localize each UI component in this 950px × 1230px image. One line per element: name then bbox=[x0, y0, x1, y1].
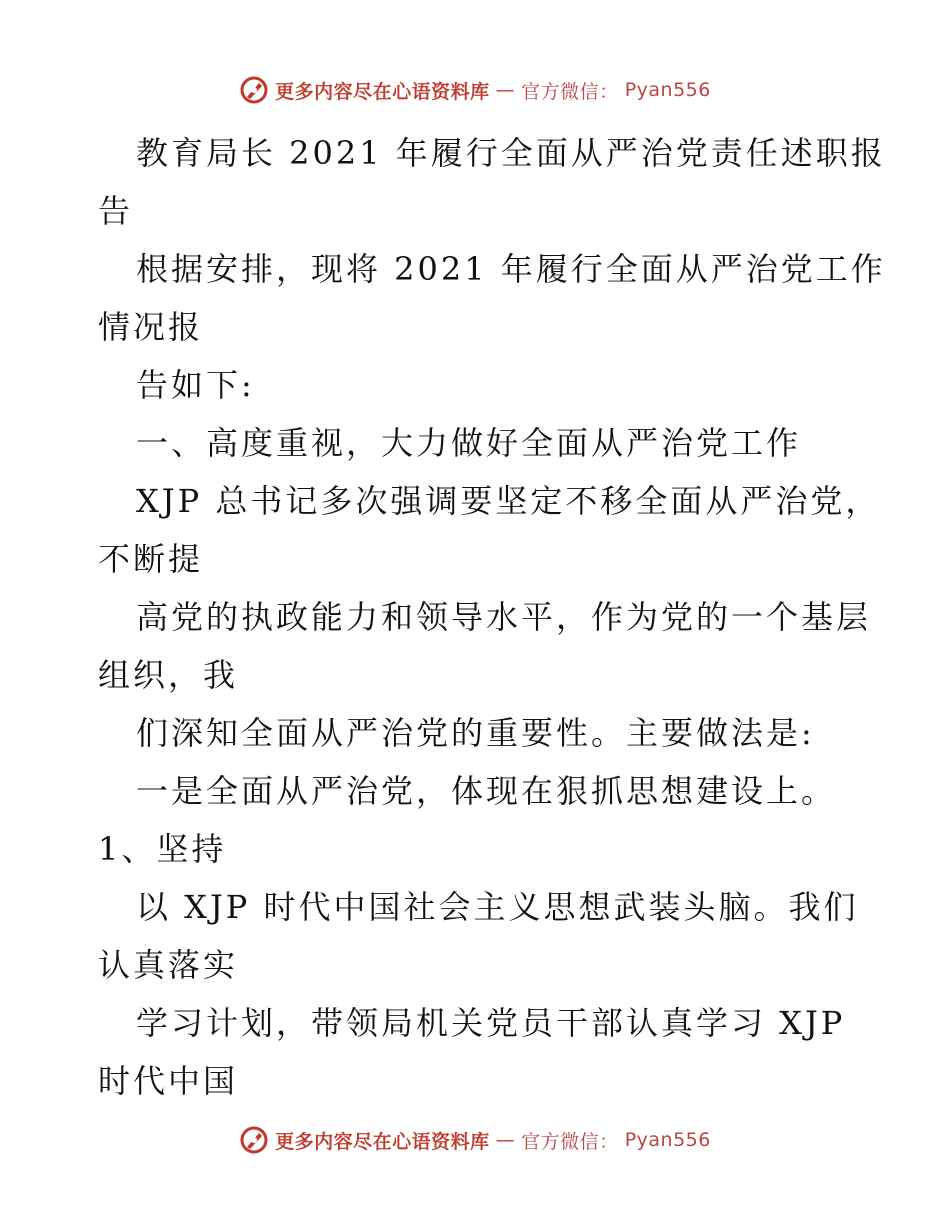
text-line: 以 XJP 时代中国社会主义思想武装头脑。我们 bbox=[136, 888, 859, 926]
watermark-main-text: 更多内容尽在心语资料库 bbox=[275, 1130, 490, 1153]
document-body bbox=[98, 124, 886, 1110]
text-line: 组织，我 bbox=[98, 656, 239, 694]
text-line: 一是全面从严治党，体现在狠抓思想建设上。 bbox=[136, 772, 837, 810]
watermark-handle: Pyan556 bbox=[624, 79, 711, 101]
watermark-dash: — bbox=[495, 79, 516, 101]
text-line: 教育局长 2021 年履行全面从严治党责任述职报 bbox=[136, 134, 886, 172]
watermark-official-label: 官方微信： bbox=[521, 1130, 619, 1153]
text-line: 认真落实 bbox=[98, 946, 239, 984]
pen-logo-icon bbox=[239, 75, 269, 105]
text-line: 告 bbox=[98, 192, 134, 230]
text-line: 高党的执政能力和领导水平，作为党的一个基层 bbox=[136, 598, 872, 636]
text-line: 不断提 bbox=[98, 540, 204, 578]
text-line: 1、坚持 bbox=[98, 830, 227, 868]
pen-logo-icon bbox=[239, 1125, 269, 1155]
watermark-main-text: 更多内容尽在心语资料库 bbox=[275, 80, 490, 103]
footer-watermark bbox=[0, 1122, 950, 1158]
header-watermark bbox=[0, 72, 950, 108]
text-line: XJP 总书记多次强调要坚定不移全面从严治党， bbox=[136, 482, 881, 520]
section-heading: 一、高度重视，大力做好全面从严治党工作 bbox=[136, 424, 802, 462]
text-line: 学习计划，带领局机关党员干部认真学习 XJP bbox=[136, 1004, 846, 1042]
watermark-handle: Pyan556 bbox=[624, 1129, 711, 1151]
text-line: 根据安排，现将 2021 年履行全面从严治党工作 bbox=[136, 250, 886, 288]
text-line: 们深知全面从严治党的重要性。主要做法是: bbox=[136, 714, 815, 752]
watermark-dash: — bbox=[495, 1129, 516, 1151]
text-line: 告如下: bbox=[136, 366, 255, 404]
text-line: 情况报 bbox=[98, 308, 204, 346]
text-line: 时代中国 bbox=[98, 1062, 239, 1100]
watermark-official-label: 官方微信： bbox=[521, 80, 619, 103]
